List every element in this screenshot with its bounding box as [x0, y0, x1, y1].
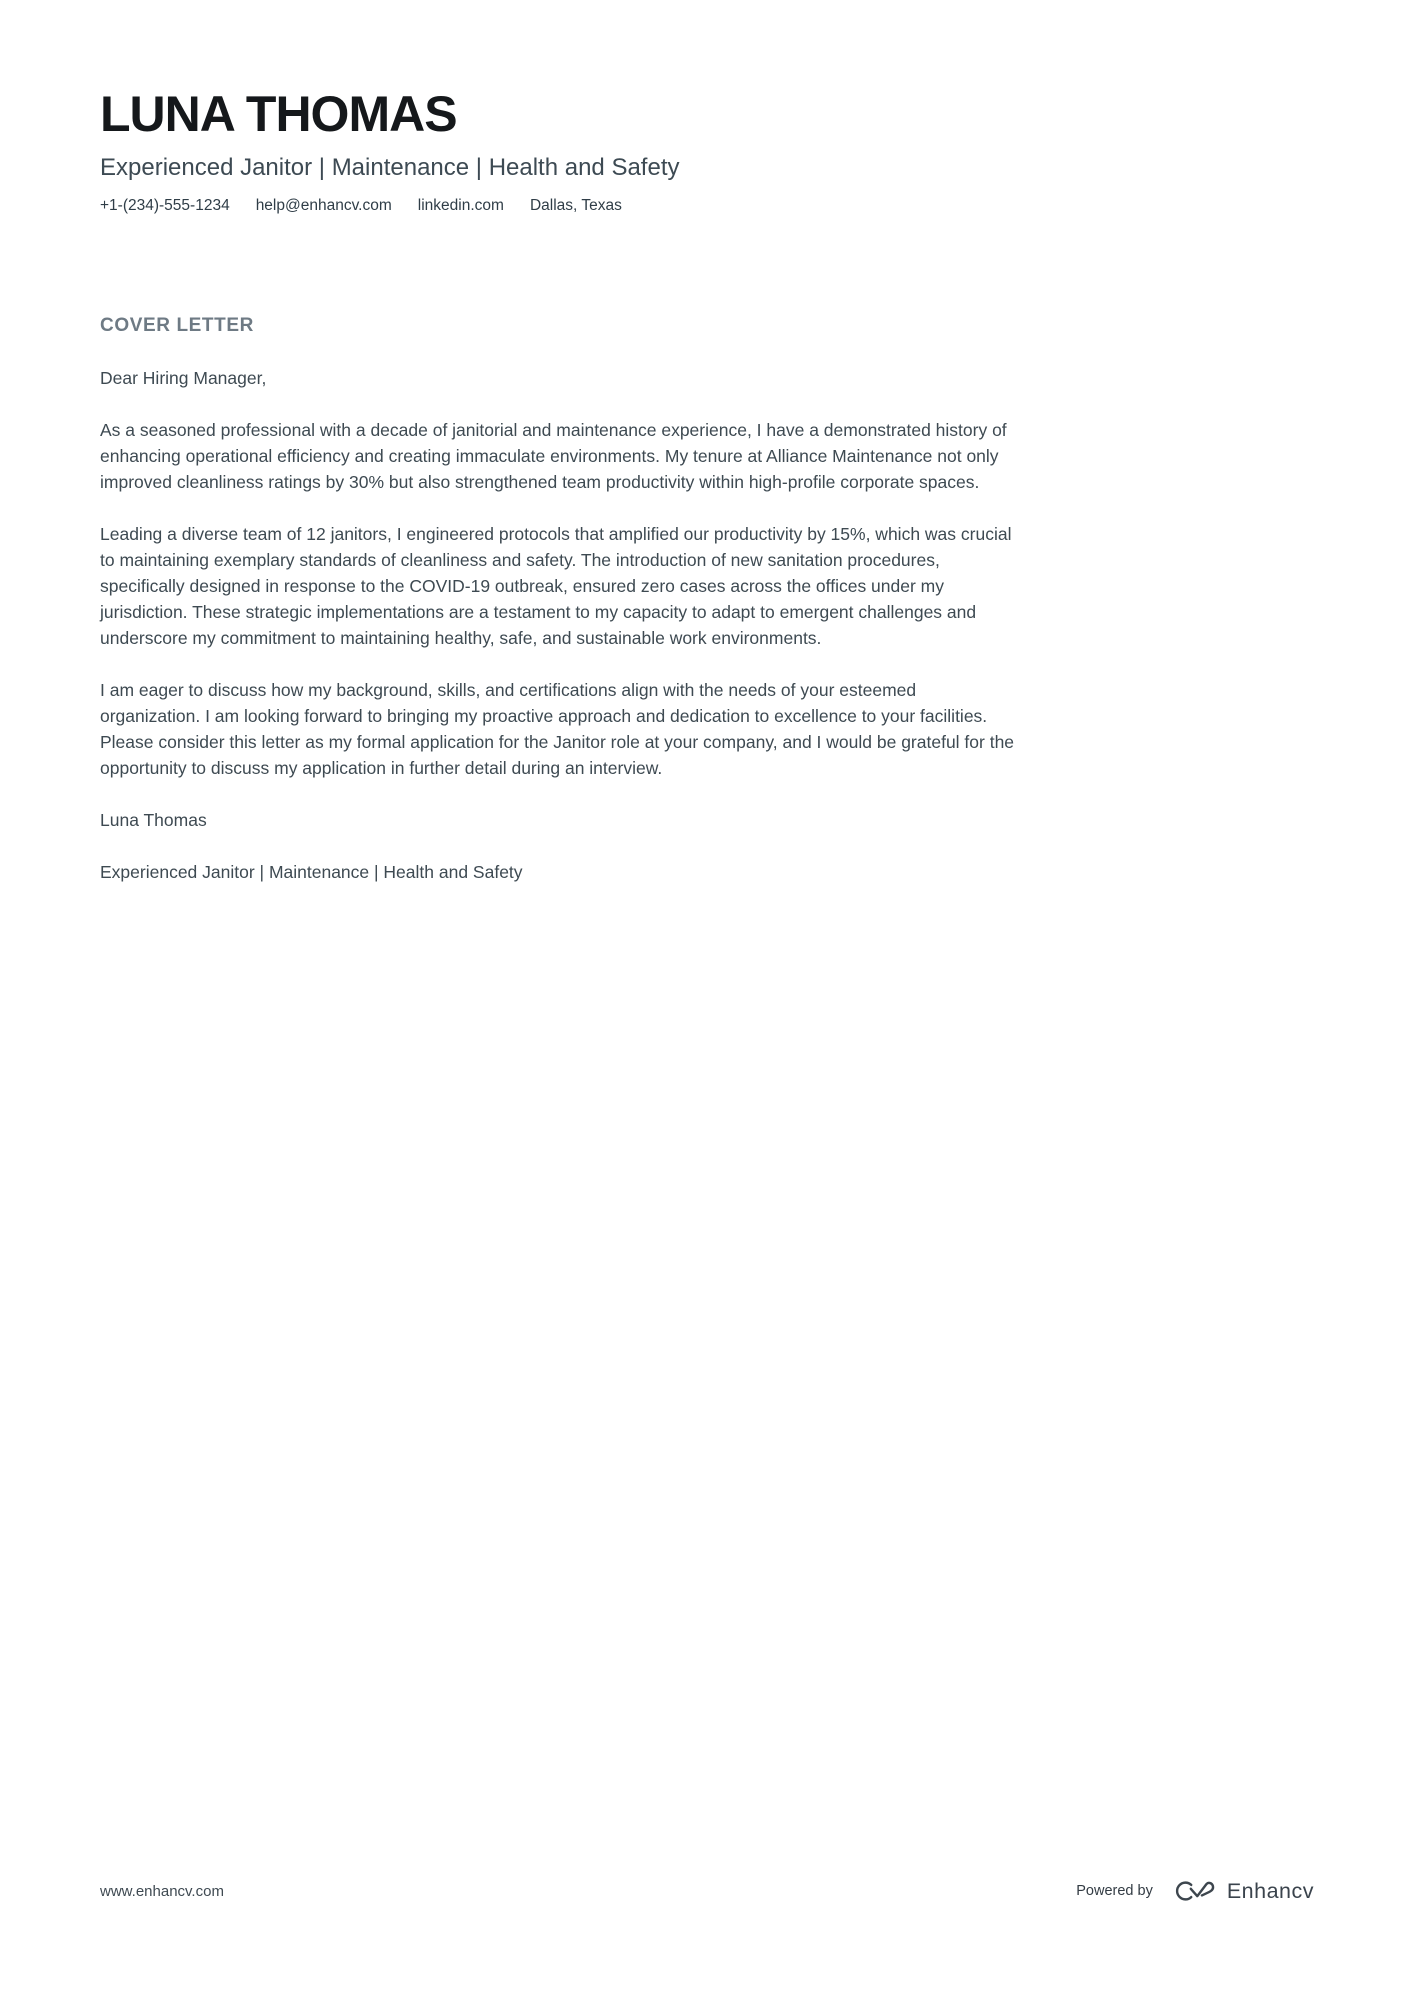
- signature-title: Experienced Janitor | Maintenance | Health and Safety: [100, 862, 523, 883]
- contact-linkedin-link[interactable]: linkedin.com: [417, 197, 504, 215]
- candidate-tagline: Experienced Janitor | Maintenance | Health and Safety: [100, 154, 680, 181]
- enhancv-logo-icon: [1171, 1878, 1217, 1904]
- candidate-name: LUNA THOMAS: [100, 86, 457, 142]
- letter-paragraph-1: As a seasoned professional with a decade of janitorial and maintenance experience, I have a demonstrated history of enhancing operational efficiency and creating immaculate environments. My tenure at Alliance Maintenance not only improved cleanliness ratings by 30% but also strengthened team productivity within high-profile corporate spaces.: [100, 420, 1007, 493]
- cover-letter-section-heading: COVER LETTER: [100, 315, 254, 337]
- footer-website-link[interactable]: www.enhancv.com: [100, 1882, 224, 1900]
- letter-body: [100, 365, 1016, 885]
- salutation: Dear Hiring Manager,: [100, 368, 267, 389]
- letter-content: [0, 0, 1410, 885]
- contact-row: [100, 197, 1310, 215]
- powered-by-block: [1076, 1878, 1314, 1904]
- contact-location: Dallas, Texas: [529, 197, 622, 215]
- enhancv-brand-link[interactable]: [1171, 1878, 1314, 1904]
- signature-name: Luna Thomas: [100, 810, 207, 831]
- contact-phone: +1-(234)-555-1234: [100, 197, 230, 215]
- enhancv-wordmark: Enhancv: [1226, 1878, 1314, 1903]
- letter-paragraph-3: I am eager to discuss how my background, skills, and certifications align with the needs of your esteemed organization. I am looking forward to bringing my proactive approach and dedication to excellence to your facilities. Please consider this letter as my formal application for the Janitor role at your company, and I would be grateful for the opportunity to discuss my application in further detail during an interview.: [100, 680, 1015, 779]
- contact-email-link[interactable]: help@enhancv.com: [255, 197, 392, 215]
- powered-by-label: Powered by: [1076, 1883, 1153, 1899]
- letter-paragraph-2: Leading a diverse team of 12 janitors, I engineered protocols that amplified our productivity by 15%, which was crucial to maintaining exemplary standards of cleanliness and safety. The introduction of new sanitation procedures, specifically designed in response to the COVID-19 outbreak, ensured zero cases across the offices under my jurisdiction. These strategic implementations are a testament to my capacity to adapt to emergent challenges and underscore my commitment to maintaining healthy, safe, and sustainable work environments.: [100, 524, 1012, 649]
- page-footer: [100, 1878, 1314, 1904]
